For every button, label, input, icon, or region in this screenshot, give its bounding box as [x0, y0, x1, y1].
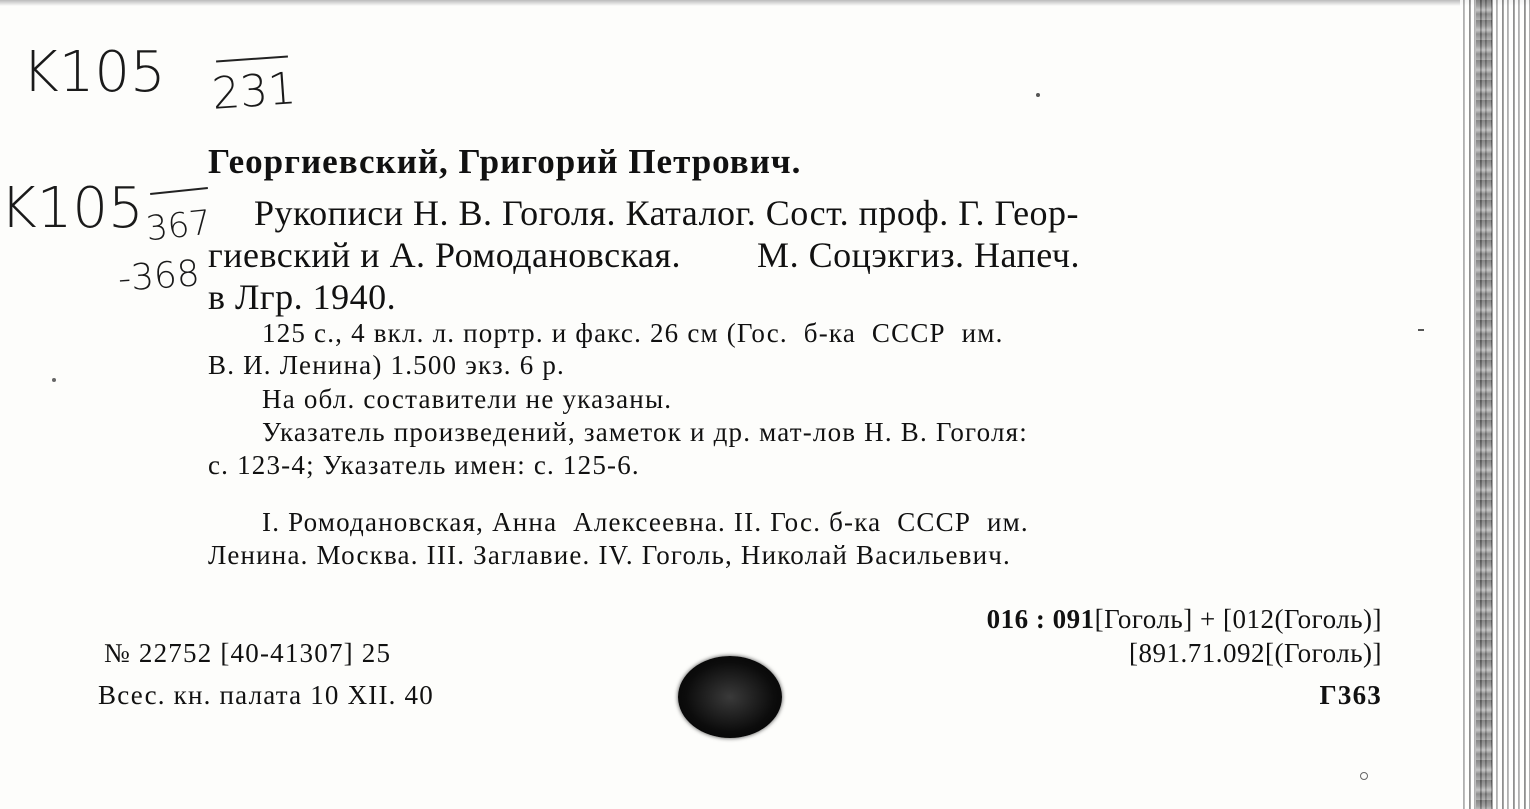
- speck: [52, 378, 56, 382]
- title-line: Рукописи Н. В. Гоголя. Каталог. Сост. проф. Г. Геор-: [254, 193, 1080, 233]
- scan-edge: [1460, 0, 1530, 809]
- card-top-edge: [0, 0, 1530, 6]
- description-line: Указатель произведений, заметок и др. мат-лов Н. В. Гоголя:: [262, 417, 1028, 447]
- classification-line-2: [891.71.092[(Гоголь)]: [1128, 638, 1382, 668]
- speck: [1360, 772, 1368, 780]
- record-number: № 22752 [40-41307] 25: [104, 638, 392, 668]
- book-chamber-line: Всес. кн. палата 10 XII. 40: [98, 680, 434, 710]
- title-line: гиевский и А. Ромодановская. М. Соцэкгиз. Напеч.: [208, 235, 1080, 275]
- classification-line-1: [987, 604, 1382, 635]
- description-line: В. И. Ленина) 1.500 экз. 6 р.: [208, 350, 566, 380]
- scan-edge-shadow: [1476, 0, 1492, 809]
- speck: [1418, 329, 1424, 331]
- description-line: На обл. составители не указаны.: [262, 384, 673, 414]
- title-line: в Лгр. 1940.: [208, 277, 397, 317]
- classification-code: 016 : 091: [986, 604, 1095, 634]
- classification-subjects: [Гоголь] + [012(Гоголь)]: [1094, 604, 1382, 634]
- tracing-line: Ленина. Москва. III. Заглавие. IV. Гоголь, Николай Васильевич.: [208, 540, 1011, 570]
- handwritten-number-a: 231: [210, 63, 298, 120]
- handwritten-overline-a: [216, 55, 288, 62]
- handwritten-shelf-code-a: K105: [22, 40, 166, 105]
- handwritten-number-c: -368: [116, 253, 202, 300]
- description-line: с. 123-4; Указатель имен: с. 125-6.: [208, 450, 640, 480]
- punch-hole: [678, 656, 782, 738]
- description-line: 125 с., 4 вкл. л. портр. и факс. 26 см (Гос. б-ка СССР им.: [262, 318, 1004, 348]
- tracing-line: I. Ромодановская, Анна Алексеевна. II. Гос. б-ка СССР им.: [262, 507, 1029, 537]
- handwritten-shelf-code-b: K105: [0, 176, 144, 241]
- speck: [1036, 93, 1040, 97]
- handwritten-number-b: 367: [144, 202, 213, 250]
- author-heading: Георгиевский, Григорий Петрович.: [208, 142, 802, 181]
- handwritten-overline-b: [150, 187, 208, 195]
- author-mark: Г363: [1319, 680, 1382, 710]
